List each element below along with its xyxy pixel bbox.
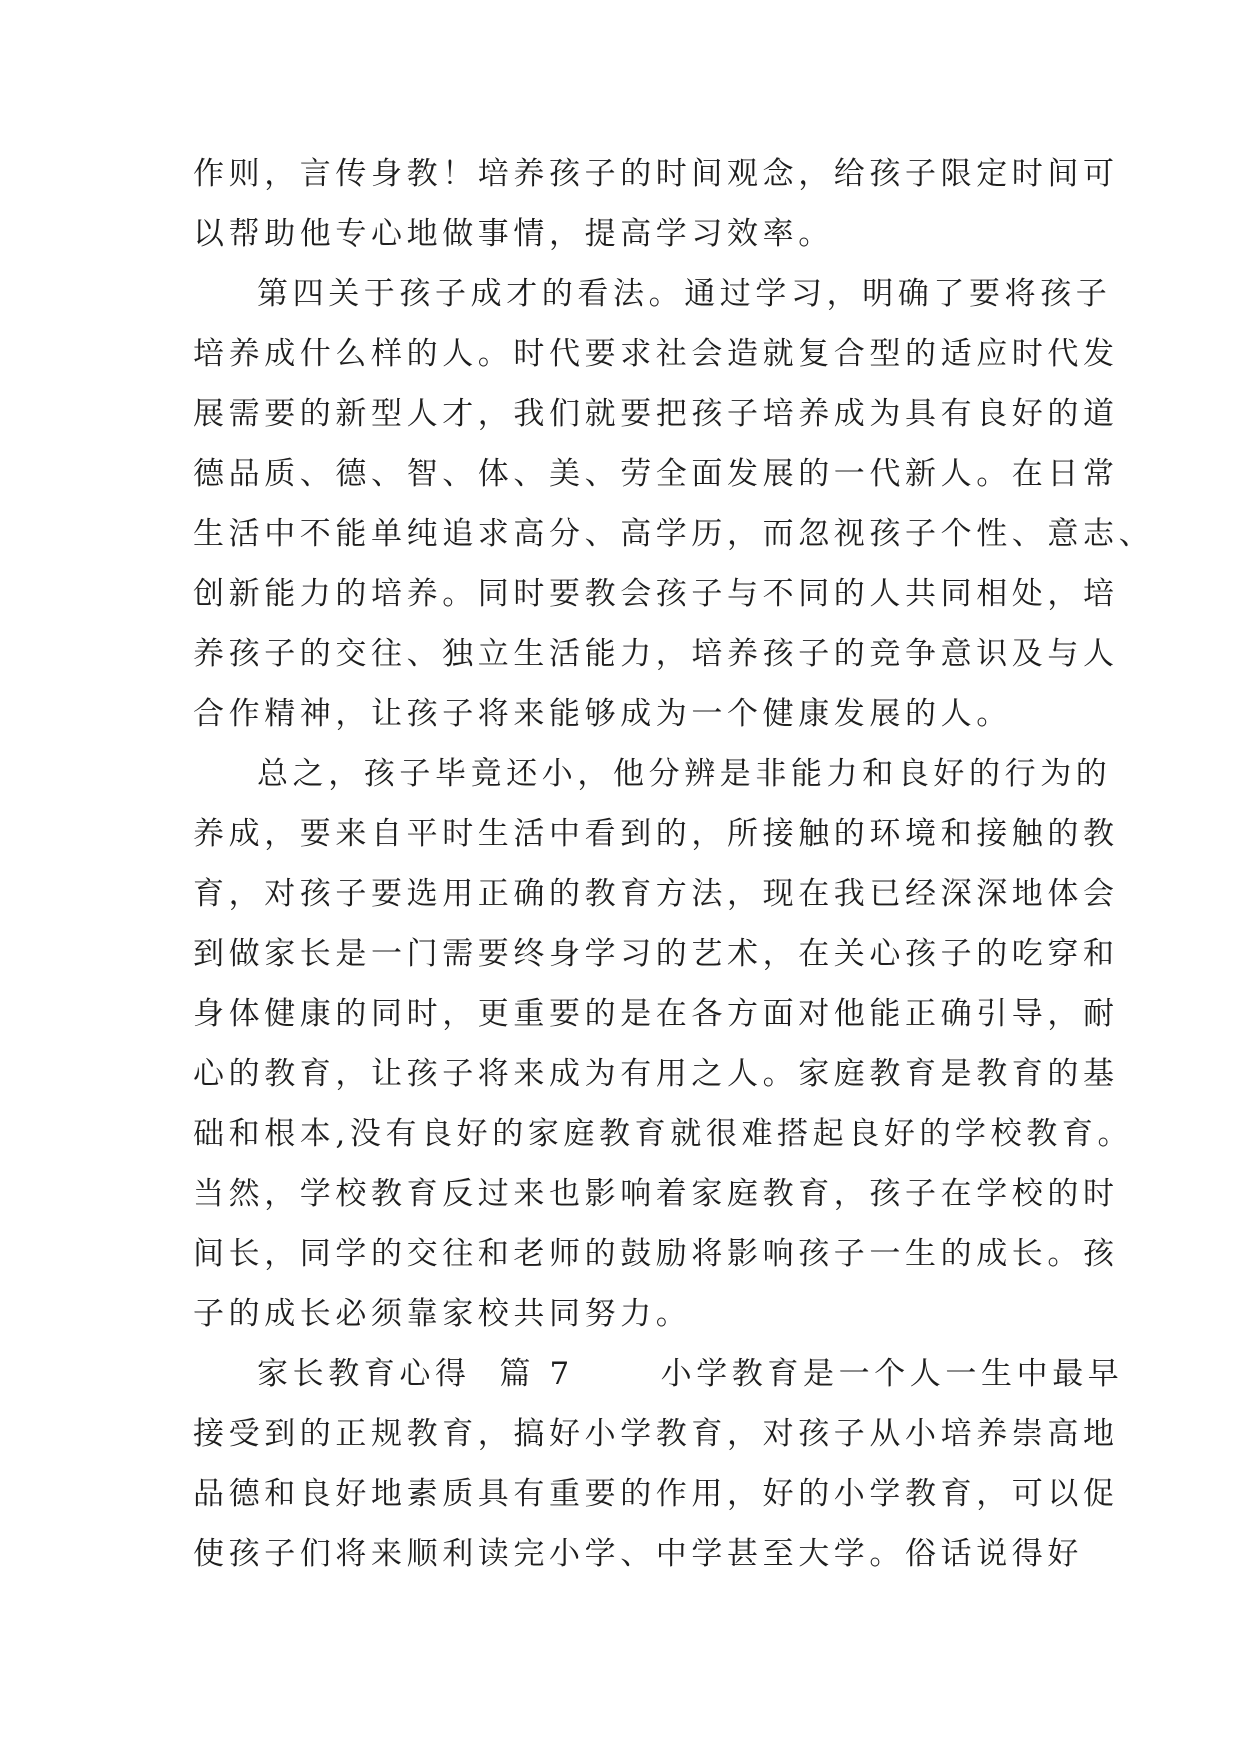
text-line: 身体健康的同时，更重要的是在各方面对他能正确引导，耐 [193, 996, 1119, 1032]
text-line: 间长，同学的交往和老师的鼓励将影响孩子一生的成长。孩 [193, 1236, 1119, 1272]
section-heading-line: 家长教育心得 篇 7 小学教育是一个人一生中最早 [257, 1356, 1124, 1392]
text-line: 心的教育，让孩子将来成为有用之人。家庭教育是教育的基 [193, 1056, 1119, 1092]
text-line: 接受到的正规教育，搞好小学教育，对孩子从小培养崇高地 [193, 1416, 1119, 1452]
text-line: 使孩子们将来顺利读完小学、中学甚至大学。俗话说得好 [193, 1536, 1083, 1572]
text-line: 到做家长是一门需要终身学习的艺术，在关心孩子的吃穿和 [193, 936, 1119, 972]
document-page [193, 144, 1155, 1584]
paragraph-start-line: 总之，孩子毕竟还小，他分辨是非能力和良好的行为的 [257, 756, 1112, 792]
text-line: 创新能力的培养。同时要教会孩子与不同的人共同相处，培 [193, 576, 1119, 612]
text-line: 育，对孩子要选用正确的教育方法，现在我已经深深地体会 [193, 876, 1119, 912]
text-line: 合作精神，让孩子将来能够成为一个健康发展的人。 [193, 696, 1012, 732]
text-line: 以帮助他专心地做事情，提高学习效率。 [193, 216, 834, 252]
text-line: 子的成长必须靠家校共同努力。 [193, 1296, 692, 1332]
text-line: 生活中不能单纯追求高分、高学历，而忽视孩子个性、意志、 [193, 516, 1155, 552]
text-line: 础和根本,没有良好的家庭教育就很难搭起良好的学校教育。 [193, 1116, 1134, 1152]
text-line: 当然，学校教育反过来也影响着家庭教育，孩子在学校的时 [193, 1176, 1119, 1212]
text-line: 养成，要来自平时生活中看到的，所接触的环境和接触的教 [193, 816, 1119, 852]
text-line: 品德和良好地素质具有重要的作用，好的小学教育，可以促 [193, 1476, 1119, 1512]
text-line: 养孩子的交往、独立生活能力，培养孩子的竞争意识及与人 [193, 636, 1119, 672]
text-line: 展需要的新型人才，我们就要把孩子培养成为具有良好的道 [193, 396, 1119, 432]
text-line: 培养成什么样的人。时代要求社会造就复合型的适应时代发 [193, 336, 1119, 372]
text-line: 德品质、德、智、体、美、劳全面发展的一代新人。在日常 [193, 456, 1119, 492]
paragraph-start-line: 第四关于孩子成才的看法。通过学习，明确了要将孩子 [257, 276, 1112, 312]
text-line: 作则，言传身教！培养孩子的时间观念，给孩子限定时间可 [193, 156, 1119, 192]
